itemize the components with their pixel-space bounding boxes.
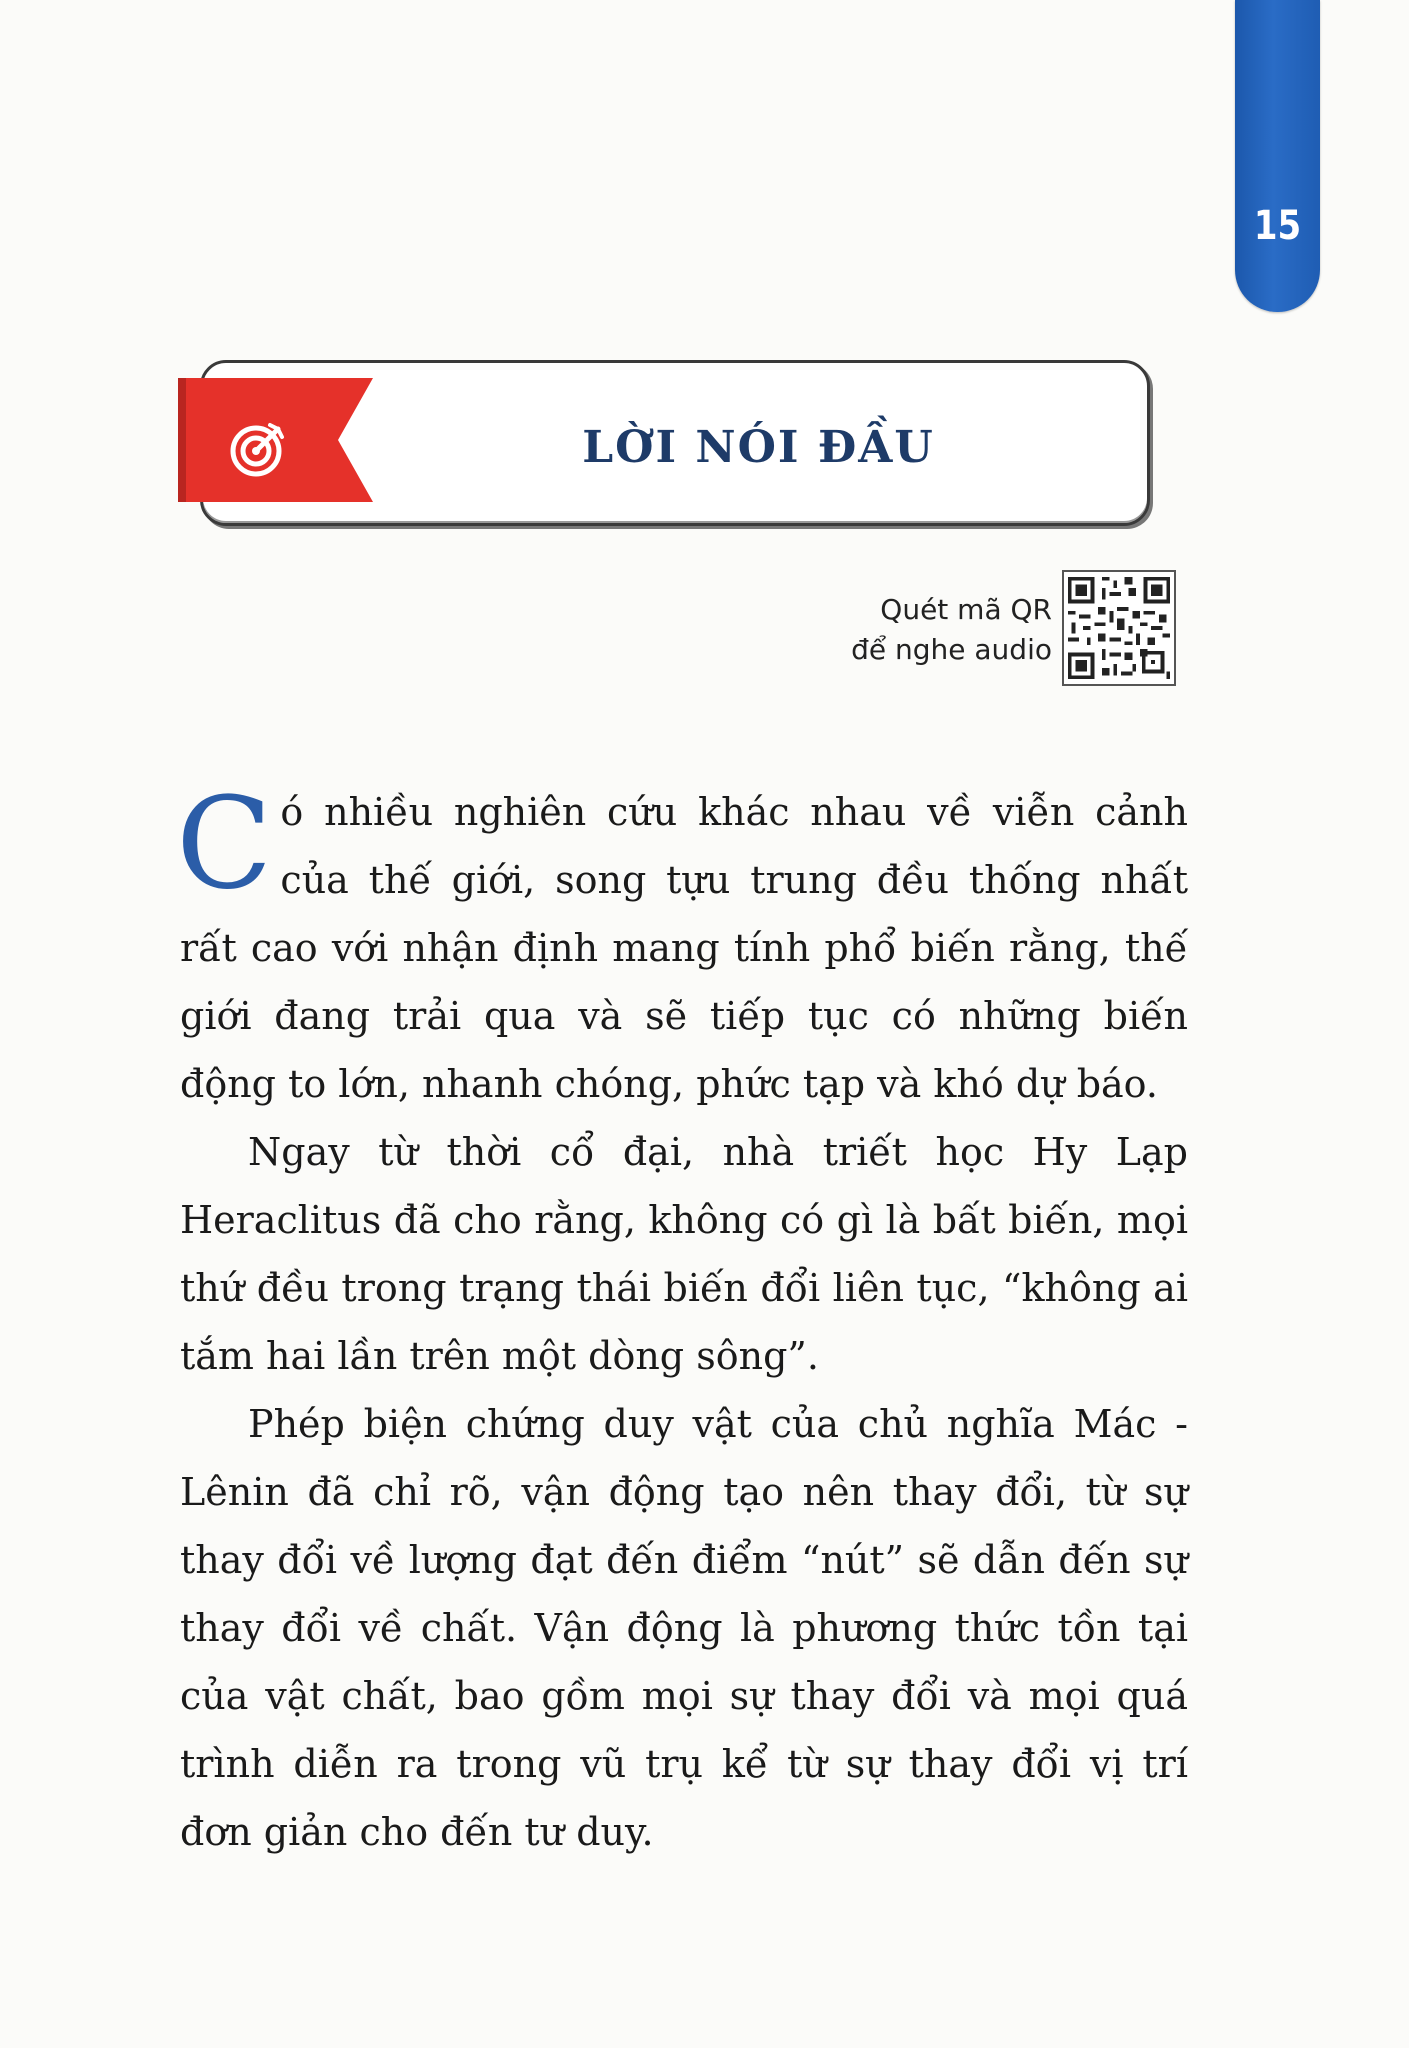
paragraph-1-text: ó nhiều nghiên cứu khác nhau về viễn cảnh của thế giới, song tựu trung đều thống nhất rất cao với nhận định mang tính phổ biến rằng, thế giới đang trải qua và sẽ tiếp tục có những biến động to lớn, nhanh chóng, phức tạp và khó dự báo. xyxy=(180,790,1188,1106)
qr-caption-line2: để nghe audio xyxy=(851,633,1052,666)
paragraph-2: Ngay từ thời cổ đại, nhà triết học Hy Lạp Heraclitus đã cho rằng, không có gì là bất biến, mọi thứ đều trong trạng thái biến đổi liên tục, “không ai tắm hai lần trên một dòng sông”. xyxy=(180,1130,1188,1378)
page-number-tab xyxy=(1235,0,1320,312)
target-icon xyxy=(229,420,287,478)
body-text xyxy=(176,770,1188,1866)
qr-caption xyxy=(780,590,1052,670)
qr-caption-line1: Quét mã QR xyxy=(880,593,1052,626)
qr-code-icon[interactable] xyxy=(1062,570,1176,686)
paragraph-3: Phép biện chứng duy vật của chủ nghĩa Mác - Lênin đã chỉ rõ, vận động tạo nên thay đổi, từ sự thay đổi về lượng đạt đến điểm “nút” sẽ dẫn đến sự thay đổi về chất. Vận động là phương thức tồn tại của vật chất, bao gồm mọi sự thay đổi và mọi quá trình diễn ra trong vũ trụ kể từ sự thay đổi vị trí đơn giản cho đến tư duy. xyxy=(180,1402,1188,1854)
page-title: LỜI NÓI ĐẦU xyxy=(582,422,935,473)
drop-cap: C xyxy=(176,770,273,917)
page-number: 15 xyxy=(1253,203,1302,249)
paragraph-1 xyxy=(176,770,1188,1118)
